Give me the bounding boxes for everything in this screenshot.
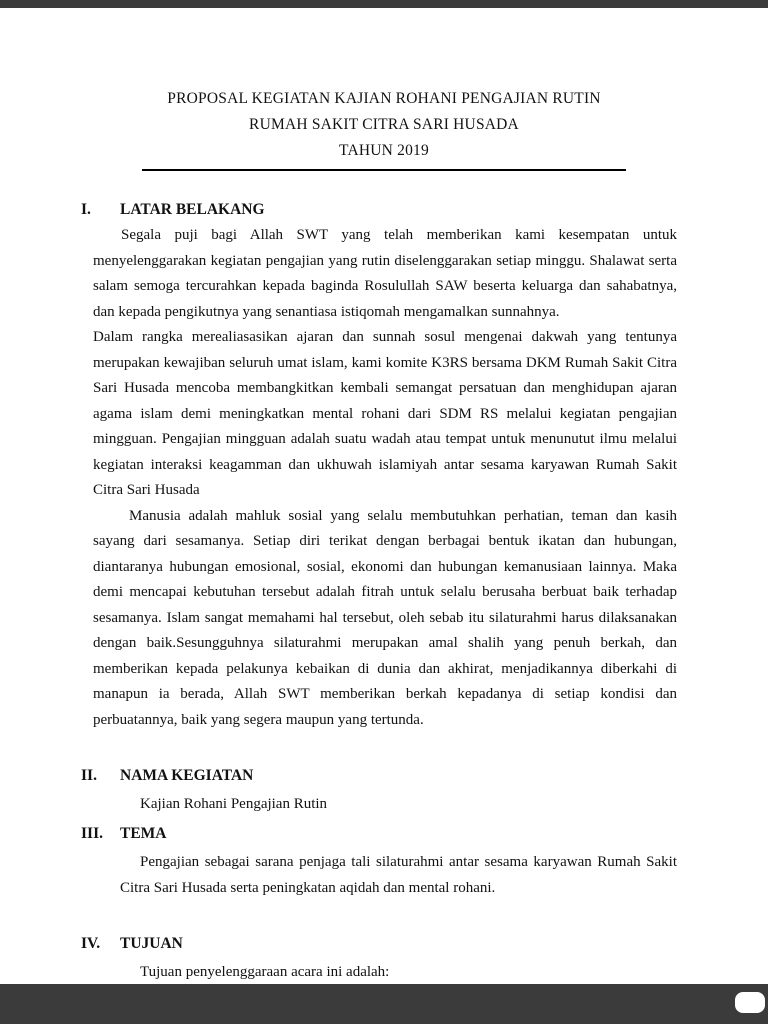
section-numeral: I.: [81, 201, 91, 218]
paragraph: Segala puji bagi Allah SWT yang telah memberikan kami kesempatan untuk menyelenggarakan kegiatan pengajian yang rutin diselenggarakan setiap minggu. Shalawat serta salam semoga tercurahkan kepada baginda Rosulullah SAW beserta keluarga dan sahabatnya, dan kepada pengikutnya yang senantiasa istiqomah mengamalkan sunnahnya.: [93, 227, 677, 320]
section-heading-text: LATAR BELAKANG: [120, 201, 265, 218]
document-body: [0, 197, 768, 1011]
section-latar-belakang: [81, 197, 677, 733]
section-heading-text: TUJUAN: [120, 935, 183, 952]
document-title: [0, 86, 768, 171]
section-heading: [81, 821, 677, 847]
title-line-1: PROPOSAL KEGIATAN KAJIAN ROHANI PENGAJIAN RUTIN: [167, 90, 601, 107]
title-underline: [142, 169, 626, 171]
section-intro: Tujuan penyelenggaraan acara ini adalah:: [140, 964, 390, 980]
section-content: Pengajian sebagai sarana penjaga tali silaturahmi antar sesama karyawan Rumah Sakit Citra Sari Husada serta peningkatan aqidah dan mental rohani.: [120, 854, 677, 896]
title-line-2: RUMAH SAKIT CITRA SARI HUSADA: [249, 116, 519, 133]
scrollbar-thumb[interactable]: [735, 992, 765, 1013]
section-numeral: IV.: [81, 935, 101, 952]
section-heading: [81, 197, 677, 223]
section-nama-kegiatan: [81, 763, 677, 817]
paragraph: Dalam rangka merealiasasikan ajaran dan sunnah sosul mengenai dakwah yang tentunya merupakan kewajiban seluruh umat islam, kami komite K3RS bersama DKM Rumah Sakit Citra Sari Husada mencoba membangkitkan kembali semangat persatuan dan menghidupan ajaran agama islam demi meningkatkan mental rohani dari SDM RS melalui kegiatan pengajian mingguan. Pengajian mingguan adalah suatu wadah atau tempat untuk menunutut ilmu melalui kegiatan interaksi keagamman dan ukhuwah islamiyah antar sesama karyawan Rumah Sakit Citra Sari Husada: [93, 329, 677, 498]
viewer-top-bar: [0, 0, 768, 8]
section-heading-text: NAMA KEGIATAN: [120, 767, 254, 784]
title-line-3: TAHUN 2019: [339, 142, 429, 159]
section-content: Kajian Rohani Pengajian Rutin: [140, 796, 328, 812]
section-heading: [81, 763, 677, 789]
paragraph: Manusia adalah mahluk sosial yang selalu membutuhkan perhatian, teman dan kasih sayang dari sesamanya. Setiap diri terikat dengan berbagai bentuk ikatan dan hubungan, diantaranya hubungan emosional, sosial, ekonomi dan hubungan kemanusiaan lainnya. Maka demi mencapai kebutuhan tersebut adalah fitrah untuk selalu berusaha berbuat baik terhadap sesamanya. Islam sangat memahami hal tersebut, oleh sebab itu silaturahmi harus dilaksanakan dengan baik.Sesungguhnya silaturahmi merupakan amal shalih yang penuh berkah, dan memberikan kepada pelakunya kebaikan di dunia dan akhirat, menjadikannya diberkahi di manapun ia berada, Allah SWT memberikan berkah kepadanya di setiap kondisi dan perbuatannya, baik yang segera maupun yang tertunda.: [93, 507, 677, 728]
section-numeral: II.: [81, 767, 97, 784]
viewer-bottom-bar: [0, 984, 768, 1024]
document-page: [0, 8, 768, 984]
section-tema: [81, 821, 677, 901]
section-heading: [81, 931, 677, 957]
section-heading-text: TEMA: [120, 825, 167, 842]
section-numeral: III.: [81, 825, 103, 842]
